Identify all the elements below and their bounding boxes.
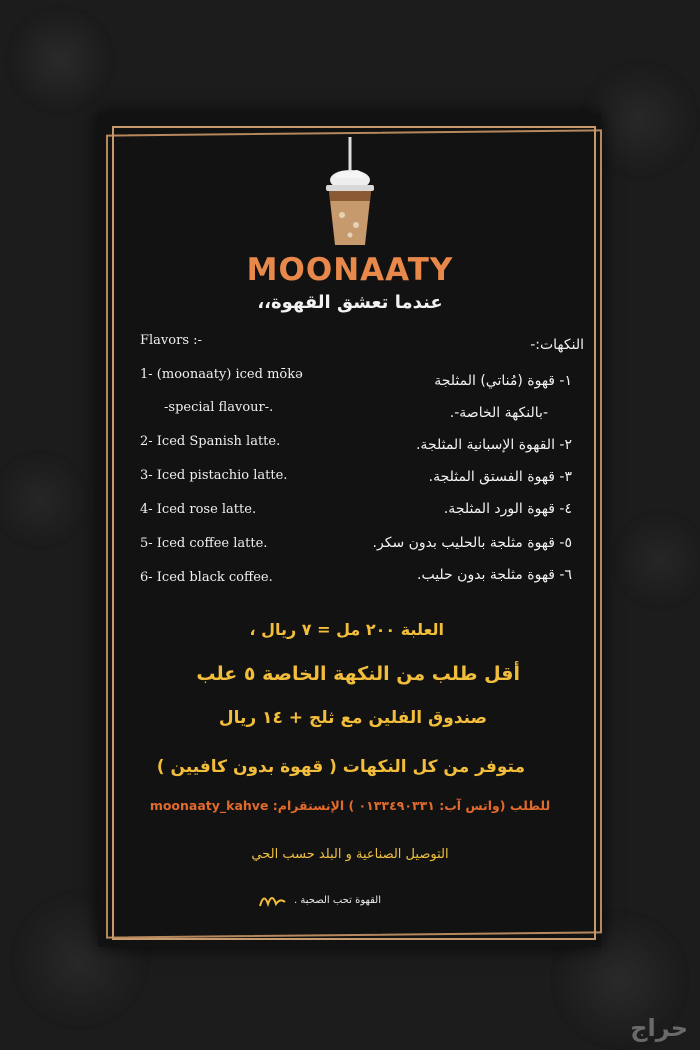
decaf-availability-line: متوفر من كل النكهات ( قهوة بدون كافيين ) (156, 757, 525, 777)
english-heading: Flavors :- (140, 333, 202, 348)
list-item: 1- (moonaaty) iced mōkə (140, 367, 303, 382)
brand-name: MOONAATY (246, 252, 454, 288)
signature (258, 890, 381, 910)
price-line: العلبة ٢٠٠ مل = ٧ ريال ، (249, 620, 444, 639)
list-item: -بالنكهة الخاصة-. (449, 405, 548, 421)
moonaaty-logo-icon (258, 890, 288, 910)
signature-text: القهوة تحب الصحبة . (294, 894, 382, 906)
arabic-heading: النكهات:- (530, 337, 584, 353)
list-item: ٢- القهوة الإسبانية المثلجة. (415, 437, 572, 453)
list-item: 4- Iced rose latte. (140, 502, 257, 517)
list-item: 3- Iced pistachio latte. (140, 468, 288, 483)
list-item: 6- Iced black coffee. (140, 570, 273, 585)
contact-info: للطلب (واتس آب: ٠١٣٣٤٩٠٣٣١ ) الإنستقرام: moonaaty_kahve (149, 798, 551, 813)
iced-coffee-cup-icon (320, 135, 380, 250)
list-item: ٥- قهوة مثلجة بالحليب بدون سكر. (372, 535, 572, 551)
cooler-box-line: صندوق الفلين مع ثلج + ١٤ ريال (218, 708, 487, 728)
list-item: ٦- قهوة مثلجة بدون حليب. (417, 567, 572, 583)
watermark: حراج (630, 1014, 688, 1042)
delivery-info: التوصيل الصناعية و البلد حسب الحي (251, 847, 449, 862)
list-item: 2- Iced Spanish latte. (140, 434, 281, 449)
list-item: ٤- قهوة الورد المثلجة. (443, 501, 572, 517)
list-item: ١- قهوة (مُناتي) المثلجة (434, 373, 572, 389)
minimum-order-line: أقل طلب من النكهة الخاصة ٥ علب (196, 663, 520, 685)
list-item: ٣- قهوة الفستق المثلجة. (428, 469, 572, 485)
list-item: -special flavour-. (164, 400, 274, 415)
list-item: 5- Iced coffee latte. (140, 536, 268, 551)
brand-tagline: عندما تعشق القهوة،، (257, 292, 443, 313)
